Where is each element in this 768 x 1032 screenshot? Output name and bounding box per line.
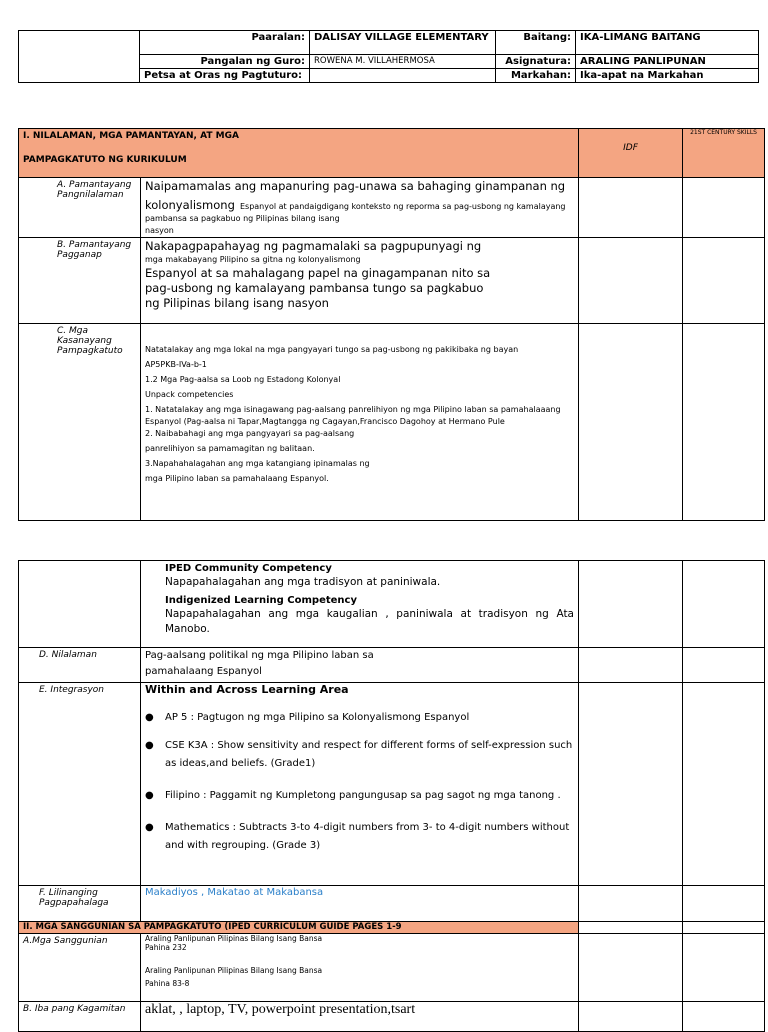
- section2-title: II. MGA SANGGUNIAN SA PAMPAGKATUTO (IPED CURRICULUM GUIDE PAGES 1-9: [19, 922, 579, 934]
- label-nilalaman: D. Nilalaman: [19, 648, 141, 683]
- indigenized-title: Indigenized Learning Competency: [165, 595, 357, 606]
- competencies-cell: [141, 324, 579, 521]
- idf-header: IDF: [579, 129, 683, 178]
- label-integrasyon: E. Integrasyon: [19, 683, 141, 886]
- idf-cell-e: [579, 683, 683, 886]
- skills-cell-d: [683, 648, 765, 683]
- label-kasanayang-pampagkatuto: C. Mga Kasanayang Pampagkatuto: [19, 324, 141, 521]
- integration-item: ● AP 5 : Pagtugon ng mga Pilipino sa Kolonyalismong Espanyol: [165, 709, 574, 727]
- reference-line: Araling Panlipunan Pilipinas Bilang Isang Bansa: [145, 966, 323, 975]
- competency-line: AP5PKB-IVa-b-1: [145, 360, 207, 369]
- label-pamantayang-pagganap: B. Pamantayang Pagganap: [19, 238, 141, 324]
- skills-cell-e: [683, 683, 765, 886]
- idf-cell-d: [579, 648, 683, 683]
- reference-line: Araling Panlipunan Pilipinas Bilang Isang Bansa: [145, 934, 323, 943]
- competency-line: 1. Natatalakay ang mga isinagawang pag-aalsang panrelihiyon ng mga Pilipino laban sa pamahalaaang: [145, 405, 561, 414]
- content-standard-line2: kolonyalismong: [145, 198, 235, 212]
- competency-line: 1.2 Mga Pag-aalsa sa Loob ng Estadong Kolonyal: [145, 375, 341, 384]
- performance-standard-line2: mga makabayang Pilipino sa gitna ng kolonyalismong: [145, 255, 361, 264]
- iped-cell: [141, 561, 579, 648]
- integration-title: Within and Across Learning Area: [145, 683, 349, 696]
- competency-line: 2. Naibabahagi ang mga pangyayari sa pag-aalsang: [145, 429, 355, 438]
- performance-standard-line5: ng Pilipinas bilang isang nasyon: [145, 296, 329, 310]
- indigenized-text: Napapahalagahan ang mga kaugalian , paniniwala at tradisyon ng Ata Manobo.: [165, 608, 574, 635]
- nilalaman-line2: pamahalaang Espanyol: [145, 666, 262, 677]
- continuation-table: [18, 560, 765, 1032]
- subject-value: ARALING PANLIPUNAN: [576, 55, 759, 69]
- idf-cell-f: [579, 886, 683, 922]
- teacher-label: Pangalan ng Guro:: [140, 55, 310, 69]
- quarter-value: Ika-apat na Markahan: [576, 69, 759, 83]
- curriculum-table: [18, 128, 765, 521]
- skills-cell-f: [683, 886, 765, 922]
- integration-item: ● CSE K3A : Show sensitivity and respect for different forms of self-expression such as ideas,and beliefs. (Grade1): [165, 737, 574, 773]
- content-standard-line1: Naipamamalas ang mapanuring pag-unawa sa bahaging ginampanan ng: [145, 179, 566, 193]
- skills-cell-b: [683, 238, 765, 324]
- integrasyon-cell: [141, 683, 579, 886]
- school-value: DALISAY VILLAGE ELEMENTARY: [310, 31, 496, 55]
- idf-cell-c: [579, 324, 683, 521]
- datetime-label: Petsa at Oras ng Pagtuturo:: [140, 69, 310, 83]
- reference-line: Pahina 83-8: [145, 979, 190, 988]
- skills-cell-sb: [683, 1002, 765, 1032]
- skills-cell-c: [683, 324, 765, 521]
- skills-header: 21ST CENTURY SKILLS: [683, 129, 765, 178]
- grade-value: IKA-LIMANG BAITANG: [576, 31, 759, 55]
- nilalaman-cell: [141, 648, 579, 683]
- section1-title: [19, 129, 579, 178]
- label-sanggunian: A.Mga Sanggunian: [19, 934, 141, 1002]
- integration-item: ● Mathematics : Subtracts 3-to 4-digit numbers from 3- to 4-digit numbers without and with regrouping. (Grade 3): [165, 819, 574, 855]
- idf-cell-b: [579, 238, 683, 324]
- competency-line: Natatalakay ang mga lokal na mga pangyayari tungo sa pag-usbong ng pakikibaka ng bayan: [145, 345, 519, 354]
- sanggunian-cell: [141, 934, 579, 1002]
- performance-standard-cell: [141, 238, 579, 324]
- skills-cell-a: [683, 178, 765, 238]
- content-standard-line3: Espanyol at pandaigdigang konteksto ng reporma sa pag-usbong ng kamalayang: [239, 202, 566, 211]
- reference-line: Pahina 232: [145, 943, 187, 952]
- performance-standard-line1: Nakapagpapahayag ng pagmamalaki sa pagpupunyagi ng: [145, 239, 482, 253]
- grade-label: Baitang:: [496, 31, 576, 55]
- integration-item: ● Filipino : Paggamit ng Kumpletong pangungusap sa pag sagot ng mga tanong .: [165, 787, 574, 805]
- header-logo-cell: [19, 31, 140, 83]
- teacher-value: ROWENA M. VILLAHERMOSA: [310, 55, 496, 69]
- datetime-value: [310, 69, 496, 83]
- materials-cell: aklat, , laptop, TV, powerpoint presentation,tsart: [141, 1002, 579, 1032]
- content-standard-cell: [141, 178, 579, 238]
- performance-standard-line3: Espanyol at sa mahalagang papel na ginagampanan nito sa: [145, 266, 491, 280]
- performance-standard-line4: pag-usbong ng kamalayang pambansa tungo sa pagkabuo: [145, 281, 484, 295]
- empty-label-cell: [19, 561, 141, 648]
- skills-cell-iped: [683, 561, 765, 648]
- subject-label: Asignatura:: [496, 55, 576, 69]
- label-pagpapahalaga: F. Lilinanging Pagpapahalaga: [19, 886, 141, 922]
- values-cell: Makadiyos , Makatao at Makabansa: [141, 886, 579, 922]
- content-standard-line4: pambansa sa pagkabuo ng Pilipinas bilang isang: [145, 214, 340, 223]
- iped-text: Napapahalagahan ang mga tradisyon at paniniwala.: [165, 576, 441, 588]
- label-kagamitan: B. Iba pang Kagamitan: [19, 1002, 141, 1032]
- idf-cell-a: [579, 178, 683, 238]
- idf-cell-sa: [579, 934, 683, 1002]
- section1-title-line1: I. NILALAMAN, MGA PAMANTAYAN, AT MGA: [23, 131, 239, 141]
- school-label: Paaralan:: [140, 31, 310, 55]
- competency-line: Espanyol (Pag-aalsa ni Tapar,Magtangga ng Cagayan,Francisco Dagohoy at Hermano Pule: [145, 417, 505, 426]
- skills-cell-ii: [683, 922, 765, 934]
- content-standard-line5: nasyon: [145, 226, 174, 235]
- quarter-label: Markahan:: [496, 69, 576, 83]
- nilalaman-line1: Pag-aalsang politikal ng mga Pilipino laban sa: [145, 650, 374, 661]
- label-pamantayang-pangnilalaman: A. Pamantayang Pangnilalaman: [19, 178, 141, 238]
- competency-line: panrelihiyon sa pamamagitan ng balitaan.: [145, 444, 315, 453]
- iped-title: IPED Community Competency: [165, 563, 332, 574]
- integration-list: [145, 709, 574, 855]
- skills-cell-sa: [683, 934, 765, 1002]
- competency-line: Unpack competencies: [145, 390, 234, 399]
- idf-cell-sb: [579, 1002, 683, 1032]
- competency-line: 3.Napahahalagahan ang mga katangiang ipinamalas ng: [145, 459, 370, 468]
- idf-cell-ii: [579, 922, 683, 934]
- header-table: [18, 30, 759, 83]
- section1-title-line2: PAMPAGKATUTO NG KURIKULUM: [23, 155, 187, 165]
- idf-cell-iped: [579, 561, 683, 648]
- competency-line: mga Pilipino laban sa pamahalaang Espanyol.: [145, 474, 329, 483]
